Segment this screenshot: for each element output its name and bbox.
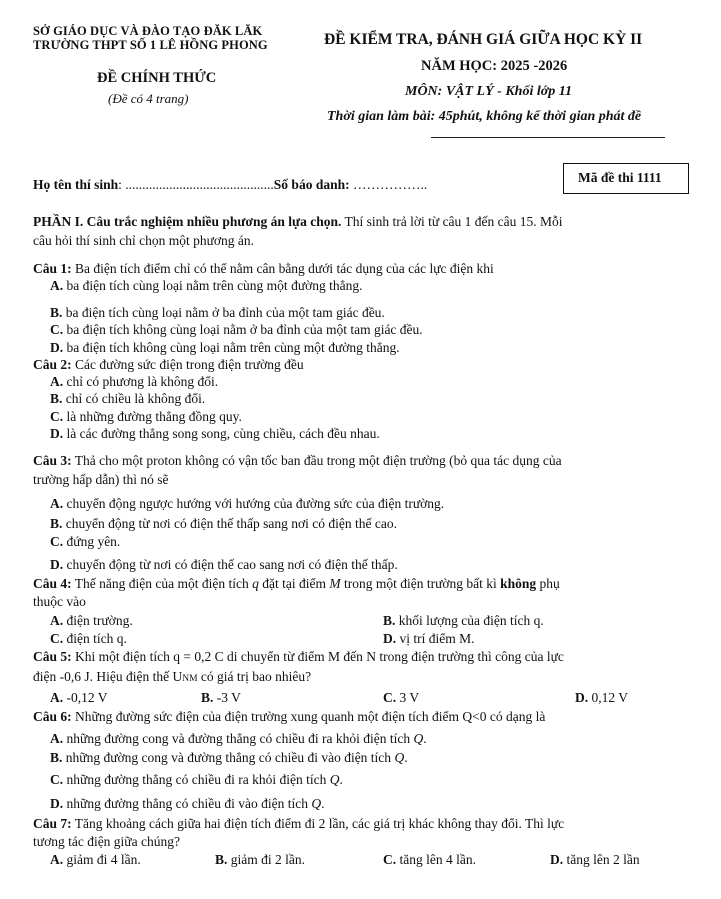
option-letter: D.	[50, 426, 64, 441]
option-text: .	[404, 750, 408, 765]
option-letter: C.	[50, 409, 64, 424]
option-text: là các đường thẳng song song, cùng chiều, cách đều nhau.	[66, 426, 380, 441]
q2-option-b[interactable]	[50, 391, 205, 407]
q6-option-d[interactable]	[50, 796, 324, 812]
exam-code: Mã đề thi 1111	[578, 170, 662, 185]
part1-intro-2: câu hỏi thí sinh chỉ chọn một phương án.	[33, 233, 255, 248]
header-divider	[431, 137, 665, 138]
option-text: tăng lên 4 lần.	[399, 852, 476, 867]
question-number: Câu 1:	[33, 261, 72, 276]
option-text: giảm đi 4 lần.	[66, 852, 141, 867]
option-text: chuyển động từ nơi có điện thế cao sang nơi có điện thế thấp.	[66, 557, 398, 572]
q7-option-d[interactable]	[550, 852, 640, 868]
option-text: điện tích q.	[66, 631, 127, 646]
question-text: Những đường sức điện của điện trường xung quanh một điện tích điểm Q<0 có dạng là	[71, 709, 546, 724]
emphasis: không	[500, 576, 537, 591]
var-q: Q	[329, 772, 340, 787]
option-letter: C.	[50, 631, 64, 646]
option-text: đứng yên.	[66, 534, 121, 549]
pages-note: (Đề có 4 trang)	[108, 91, 189, 106]
q3-option-a[interactable]	[50, 496, 444, 512]
option-text: .	[321, 796, 325, 811]
school-year: NĂM HỌC: 2025 -2026	[421, 58, 568, 74]
question-text: Thế năng điện của một điện tích	[71, 576, 253, 591]
option-text: tăng lên 2 lần	[566, 852, 640, 867]
option-text: .	[339, 772, 343, 787]
question-3-cont: trường hấp dẫn) thì nó sẽ	[33, 472, 169, 487]
exam-code-box	[563, 163, 689, 194]
question-4-cont: thuộc vào	[33, 594, 86, 609]
q2-option-c[interactable]	[50, 409, 242, 425]
option-text: khối lượng của điện tích q.	[398, 613, 544, 628]
option-letter: D.	[383, 631, 397, 646]
option-letter: B.	[383, 613, 396, 628]
option-letter: B.	[201, 690, 214, 705]
question-5	[33, 649, 564, 665]
question-number: Câu 3:	[33, 453, 72, 468]
option-text: những đường cong và đường thẳng có chiều đi vào điện tích	[65, 750, 395, 765]
question-text: trong một điện trường bất kì	[340, 576, 501, 591]
q7-option-c[interactable]	[383, 852, 476, 868]
question-2	[33, 357, 304, 373]
question-text: phụ	[536, 576, 560, 591]
q5-option-a[interactable]	[50, 690, 108, 706]
option-text: chuyển động ngược hướng với hướng của đường sức của điện trường.	[66, 496, 445, 511]
option-text: những đường thẳng có chiều đi vào điện tích	[66, 796, 312, 811]
question-text: Ba điện tích điểm chỉ có thể nằm cân bằng dưới tác dụng của các lực điện khi	[71, 261, 494, 276]
candidate-row	[33, 177, 427, 193]
option-text: điện trường.	[66, 613, 133, 628]
question-number: Câu 4:	[33, 576, 72, 591]
question-number: Câu 6:	[33, 709, 72, 724]
question-3	[33, 453, 562, 469]
q5-option-d[interactable]	[575, 690, 628, 706]
option-text: ba điện tích không cùng loại nằm ở ba đỉnh của một tam giác đều.	[66, 322, 423, 337]
q4-option-c[interactable]	[50, 631, 127, 647]
candidate-id-label: Số báo danh:	[273, 177, 350, 192]
option-text: -3 V	[216, 690, 241, 705]
q3-option-b[interactable]	[50, 516, 397, 532]
q6-option-c[interactable]	[50, 772, 343, 788]
exam-title: ĐỀ KIỂM TRA, ĐÁNH GIÁ GIỮA HỌC KỲ II	[324, 31, 643, 48]
question-6	[33, 709, 545, 725]
option-text: vị trí điểm M.	[399, 631, 475, 646]
question-text: có giá trị bao nhiêu?	[197, 669, 312, 684]
option-letter: A.	[50, 374, 64, 389]
question-text: Khi một điện tích q = 0,2 C di chuyển từ điểm M đến N trong điện trường thì công của lực	[71, 649, 564, 664]
option-letter: C.	[50, 772, 64, 787]
option-text: những đường cong và đường thẳng có chiều đi ra khỏi điện tích	[66, 731, 414, 746]
option-text: những đường thẳng có chiều đi ra khỏi điện tích	[66, 772, 330, 787]
question-5-cont	[33, 669, 311, 687]
option-letter: D.	[50, 557, 64, 572]
option-letter: A.	[50, 852, 64, 867]
school-name: TRƯỜNG THPT SỐ 1 LÊ HỒNG PHONG	[33, 38, 268, 52]
q2-option-d[interactable]	[50, 426, 380, 442]
part1-heading	[33, 214, 563, 230]
candidate-name-label: Họ tên thí sinh	[33, 177, 119, 192]
option-text: ba điện tích cùng loại nằm ở ba đỉnh của một tam giác đều.	[65, 305, 385, 320]
part1-intro-1: Thí sinh trả lời từ câu 1 đến câu 15. Mỗi	[341, 214, 563, 229]
question-text: Tăng khoảng cách giữa hai điện tích điểm đi 2 lần, các giá trị khác không thay đổi. Thì lực	[71, 816, 565, 831]
q4-option-a[interactable]	[50, 613, 133, 629]
q7-option-a[interactable]	[50, 852, 141, 868]
option-text: ba điện tích cùng loại nằm trên cùng một đường thẳng.	[66, 278, 363, 293]
subject-line: MÔN: VẬT LÝ - Khối lớp 11	[405, 84, 572, 99]
q7-option-b[interactable]	[215, 852, 305, 868]
q1-option-c[interactable]	[50, 322, 423, 338]
q1-option-d[interactable]	[50, 340, 400, 356]
q4-option-d[interactable]	[383, 631, 475, 647]
option-letter: B.	[50, 750, 63, 765]
question-text: Thả cho một proton không có vận tốc ban đầu trong một điện trường (bỏ qua tác dụng của	[71, 453, 562, 468]
option-letter: C.	[383, 690, 397, 705]
q6-option-b[interactable]	[50, 750, 408, 766]
option-letter: D.	[575, 690, 589, 705]
subscript: NM	[182, 674, 198, 684]
var-q: Q	[413, 731, 424, 746]
q1-option-b[interactable]	[50, 305, 385, 321]
option-letter: C.	[383, 852, 397, 867]
question-7	[33, 816, 564, 832]
option-text: là những đường thẳng đồng quy.	[66, 409, 242, 424]
var-q: q	[252, 576, 259, 591]
option-text: -0,12 V	[66, 690, 108, 705]
option-letter: D.	[50, 796, 64, 811]
var-q: Q	[311, 796, 322, 811]
option-letter: B.	[50, 516, 63, 531]
question-number: Câu 5:	[33, 649, 72, 664]
q1-option-a[interactable]	[50, 278, 363, 294]
q4-option-b[interactable]	[383, 613, 544, 629]
question-7-cont: tương tác điện giữa chúng?	[33, 834, 180, 849]
option-text: .	[423, 731, 427, 746]
option-letter: B.	[215, 852, 228, 867]
option-letter: D.	[550, 852, 564, 867]
option-letter: A.	[50, 278, 64, 293]
option-text: chuyển động từ nơi có điện thế thấp sang nơi có điện thế cao.	[65, 516, 398, 531]
option-letter: B.	[50, 305, 63, 320]
question-number: Câu 2:	[33, 357, 72, 372]
question-4	[33, 576, 560, 592]
option-text: 3 V	[399, 690, 420, 705]
var-q: Q	[394, 750, 405, 765]
option-text: ba điện tích không cùng loại nằm trên cùng một đường thẳng.	[66, 340, 400, 355]
option-letter: D.	[50, 340, 64, 355]
q2-option-a[interactable]	[50, 374, 218, 390]
option-letter: A.	[50, 613, 64, 628]
question-number: Câu 7:	[33, 816, 72, 831]
department-name: SỞ GIÁO DỤC VÀ ĐÀO TẠO ĐĂK LĂK	[33, 24, 263, 38]
candidate-id-dots: ……………..	[349, 177, 428, 192]
q5-option-b[interactable]	[201, 690, 241, 706]
option-letter: A.	[50, 731, 64, 746]
q3-option-d[interactable]	[50, 557, 398, 573]
q3-option-c[interactable]	[50, 534, 120, 550]
option-text: chỉ có phương là không đổi.	[66, 374, 219, 389]
q6-option-a[interactable]	[50, 731, 427, 747]
question-text: đặt tại điểm	[258, 576, 330, 591]
option-letter: C.	[50, 534, 64, 549]
option-text: chỉ có chiều là không đổi.	[65, 391, 206, 406]
candidate-name-dots: : ............................................	[118, 177, 274, 192]
option-letter: C.	[50, 322, 64, 337]
option-letter: B.	[50, 391, 63, 406]
var-m: M	[329, 576, 341, 591]
option-text: 0,12 V	[591, 690, 629, 705]
time-line: Thời gian làm bài: 45phút, không kể thời gian phát đề	[327, 109, 642, 124]
part1-title: PHẦN I. Câu trắc nghiệm nhiều phương án lựa chọn.	[33, 214, 342, 229]
question-1	[33, 261, 494, 277]
option-text: giảm đi 2 lần.	[230, 852, 306, 867]
question-text: điện -0,6 J. Hiệu điện thế U	[33, 669, 183, 684]
option-letter: A.	[50, 496, 64, 511]
option-letter: A.	[50, 690, 64, 705]
question-text: Các đường sức điện trong điện trường đều	[71, 357, 304, 372]
official-label: ĐỀ CHÍNH THỨC	[97, 70, 217, 86]
q5-option-c[interactable]	[383, 690, 419, 706]
